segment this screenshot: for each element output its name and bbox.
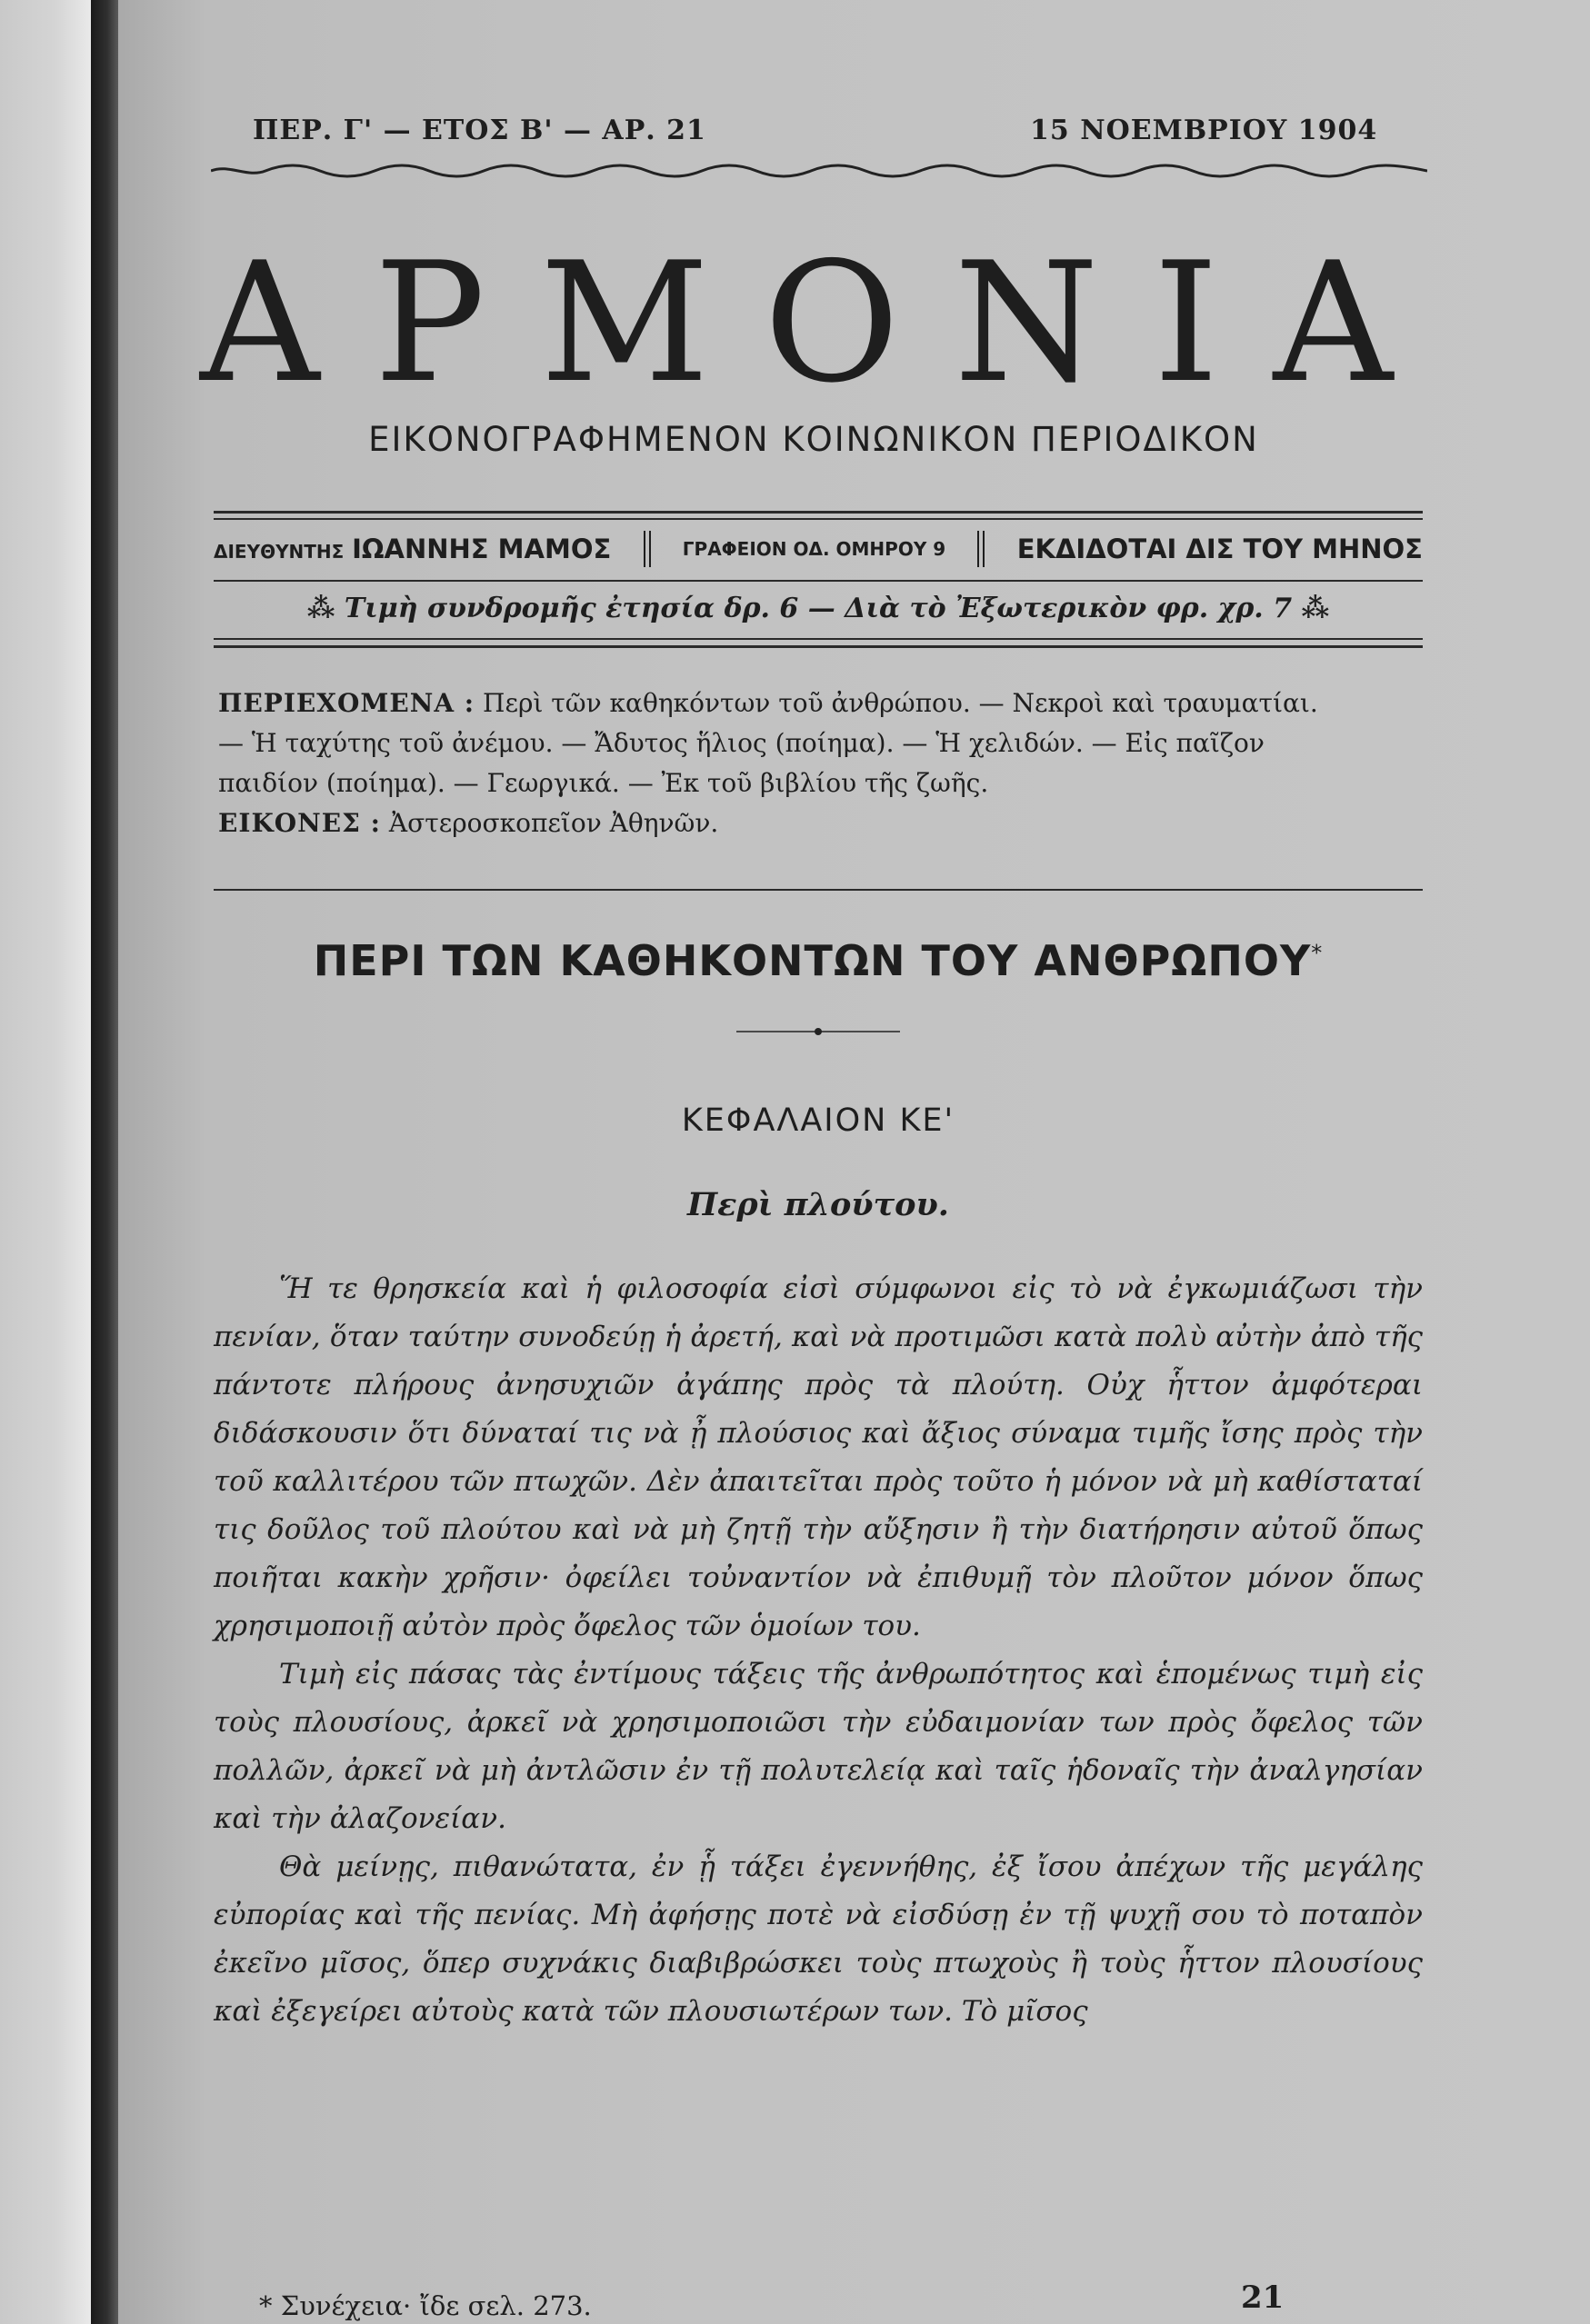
office-address: ΓΡΑΦΕΙΟΝ ΟΔ. ΟΜΗΡΟΥ 9	[682, 538, 946, 560]
table-of-contents	[218, 683, 1427, 843]
contents-line: — Ἡ ταχύτης τοῦ ἀνέμου. — Ἄδυτος ἥλιος (ποίημα). — Ἡ χελιδών. — Εἰς παῖζον	[218, 728, 1265, 758]
subscription-pricing	[214, 593, 1423, 624]
binding-spine	[0, 0, 91, 2324]
rule-contents	[214, 889, 1423, 891]
info-bar	[214, 531, 1423, 567]
section-heading: Περὶ πλούτου.	[687, 1186, 949, 1223]
masthead-title: ΑΡΜΟΝΙΑ	[200, 226, 1448, 419]
binding-gutter	[91, 0, 118, 2324]
images-label: ΕΙΚΟΝΕΣ :	[218, 808, 381, 838]
director-name: ΙΩΑΝΝΗΣ ΜΑΜΟΣ	[352, 534, 612, 564]
wavy-rule	[211, 162, 1427, 180]
paragraph: Τιμὴ εἰς πάσας τὰς ἐντίμους τάξεις τῆς ἀνθρωπότητος καὶ ἑπομένως τιμὴ εἰς τοὺς πλουσίους, ἀρκεῖ νὰ χρησιμοποιῶσι τὴν εὐδαιμονίαν των πρὸς ὄφελος τῶν πολλῶν, ἀρκεῖ νὰ μὴ ἀντλῶσιν ἐν τῇ πολυτελείᾳ καὶ ταῖς ἡδοναῖς τὴν ἀναλγησίαν καὶ τὴν ἀλαζονείαν.	[214, 1658, 1423, 1835]
images-line	[218, 803, 1427, 843]
director-label: ΔΙΕΥΘΥΝΤΗΣ	[214, 541, 345, 563]
info-separator	[644, 531, 651, 567]
rule-bottom-2	[214, 645, 1423, 648]
publication-frequency: ΕΚΔΙΔΟΤΑΙ ΔΙΣ ΤΟΥ ΜΗΝΟΣ	[1016, 534, 1423, 564]
contents-label: ΠΕΡΙΕΧΟΜΕΝΑ :	[218, 688, 475, 718]
paragraph: Θὰ μείνῃς, πιθανώτατα, ἐν ᾗ τάξει ἐγεννήθης, ἐξ ἴσου ἀπέχων τῆς μεγάλης εὐπορίας καὶ τῆς πενίας. Μὴ ἀφήσῃς ποτὲ νὰ εἰσδύσῃ ἐν τῇ ψυχῇ σου τὸ ποταπὸν ἐκεῖνο μῖσος, ὅπερ συχνάκις διαβιβρώσκει τοὺς πτωχοὺς ἢ τοὺς ἧττον πλουσίους καὶ ἐξεγείρει αὐτοὺς κατὰ τῶν πλουσιωτέρων των. Τὸ μῖσος	[214, 1850, 1423, 2028]
masthead-subtitle: ΕΙΚΟΝΟΓΡΑΦΗΜΕΝΟΝ ΚΟΙΝΩΝΙΚΟΝ ΠΕΡΙΟΔΙΚΟΝ	[368, 420, 1259, 459]
chapter-heading: ΚΕΦΑΛΑΙΟΝ ΚΕ'	[681, 1102, 955, 1139]
footnote: * Συνέχεια· ἴδε σελ. 273.	[259, 2290, 592, 2321]
fleuron-icon: ⁂	[306, 593, 345, 624]
article-title	[214, 936, 1423, 985]
contents-line	[218, 683, 1427, 723]
rule-top-1	[214, 511, 1423, 514]
divider-ornament	[736, 1027, 900, 1036]
footnote-mark: *	[1311, 940, 1324, 966]
rule-top-2	[214, 518, 1423, 520]
rule-bottom-1	[214, 638, 1423, 640]
issue-line: ΠΕΡ. Γ' — ΕΤΟΣ Β' — ΑΡ. 21	[253, 115, 706, 146]
paragraph: Ἥ τε θρησκεία καὶ ἡ φιλοσοφία εἰσὶ σύμφωνοι εἰς τὸ νὰ ἐγκωμιάζωσι τὴν πενίαν, ὅταν ταύτην συνοδεύῃ ἡ ἀρετή, καὶ νὰ προτιμῶσι κατὰ πολὺ αὐτὴν ἀπὸ τῆς πάντοτε πλήρους ἀνησυχιῶν ἀγάπης πρὸς τὰ πλούτη. Οὐχ ἧττον ἀμφότεραι διδάσκουσιν ὅτι δύναταί τις νὰ ᾖ πλούσιος καὶ ἄξιος σύναμα τιμῆς ἴσης πρὸς τὴν τοῦ καλλιτέρου τῶν πτωχῶν. Δὲν ἀπαιτεῖται πρὸς τοῦτο ἡ μόνον νὰ μὴ καθίσταταί τις δοῦλος τοῦ πλούτου καὶ νὰ μὴ ζητῇ τὴν αὔξησιν ἢ τὴν διατήρησιν αὐτοῦ ὅπως ποιῆται κακὴν χρῆσιν· ὀφείλει τοὐναντίον νὰ ἐπιθυμῇ τὸν πλοῦτον μόνον ὅπως χρησιμοποιῇ αὐτὸν πρὸς ὄφελος τῶν ὁμοίων του.	[214, 1272, 1423, 1642]
article-body	[214, 1265, 1423, 2036]
article-title-text: ΠΕΡΙ ΤΩΝ ΚΑΘΗΚΟΝΤΩΝ ΤΟΥ ΑΝΘΡΩΠΟΥ	[313, 936, 1312, 985]
contents-line: παιδίον (ποίημα). — Γεωργικά. — Ἐκ τοῦ βιβλίου τῆς ζωῆς.	[218, 768, 989, 798]
contents-text: Περὶ τῶν καθηκόντων τοῦ ἀνθρώπου. — Νεκροὶ καὶ τραυματίαι.	[483, 688, 1318, 718]
page-number: 21	[1241, 2279, 1285, 2316]
director-block	[214, 534, 611, 564]
info-separator	[977, 531, 985, 567]
images-text: Ἀστεροσκοπεῖον Ἀθηνῶν.	[388, 808, 719, 838]
issue-date: 15 ΝΟΕΜΒΡΙΟΥ 1904	[1030, 115, 1378, 146]
rule-mid	[214, 580, 1423, 582]
pricing-text: Τιμὴ συνδρομῆς ἐτησία δρ. 6 — Διὰ τὸ Ἐξωτερικὸν φρ. χρ. 7	[344, 593, 1293, 624]
fleuron-icon: ⁂	[1301, 593, 1330, 624]
